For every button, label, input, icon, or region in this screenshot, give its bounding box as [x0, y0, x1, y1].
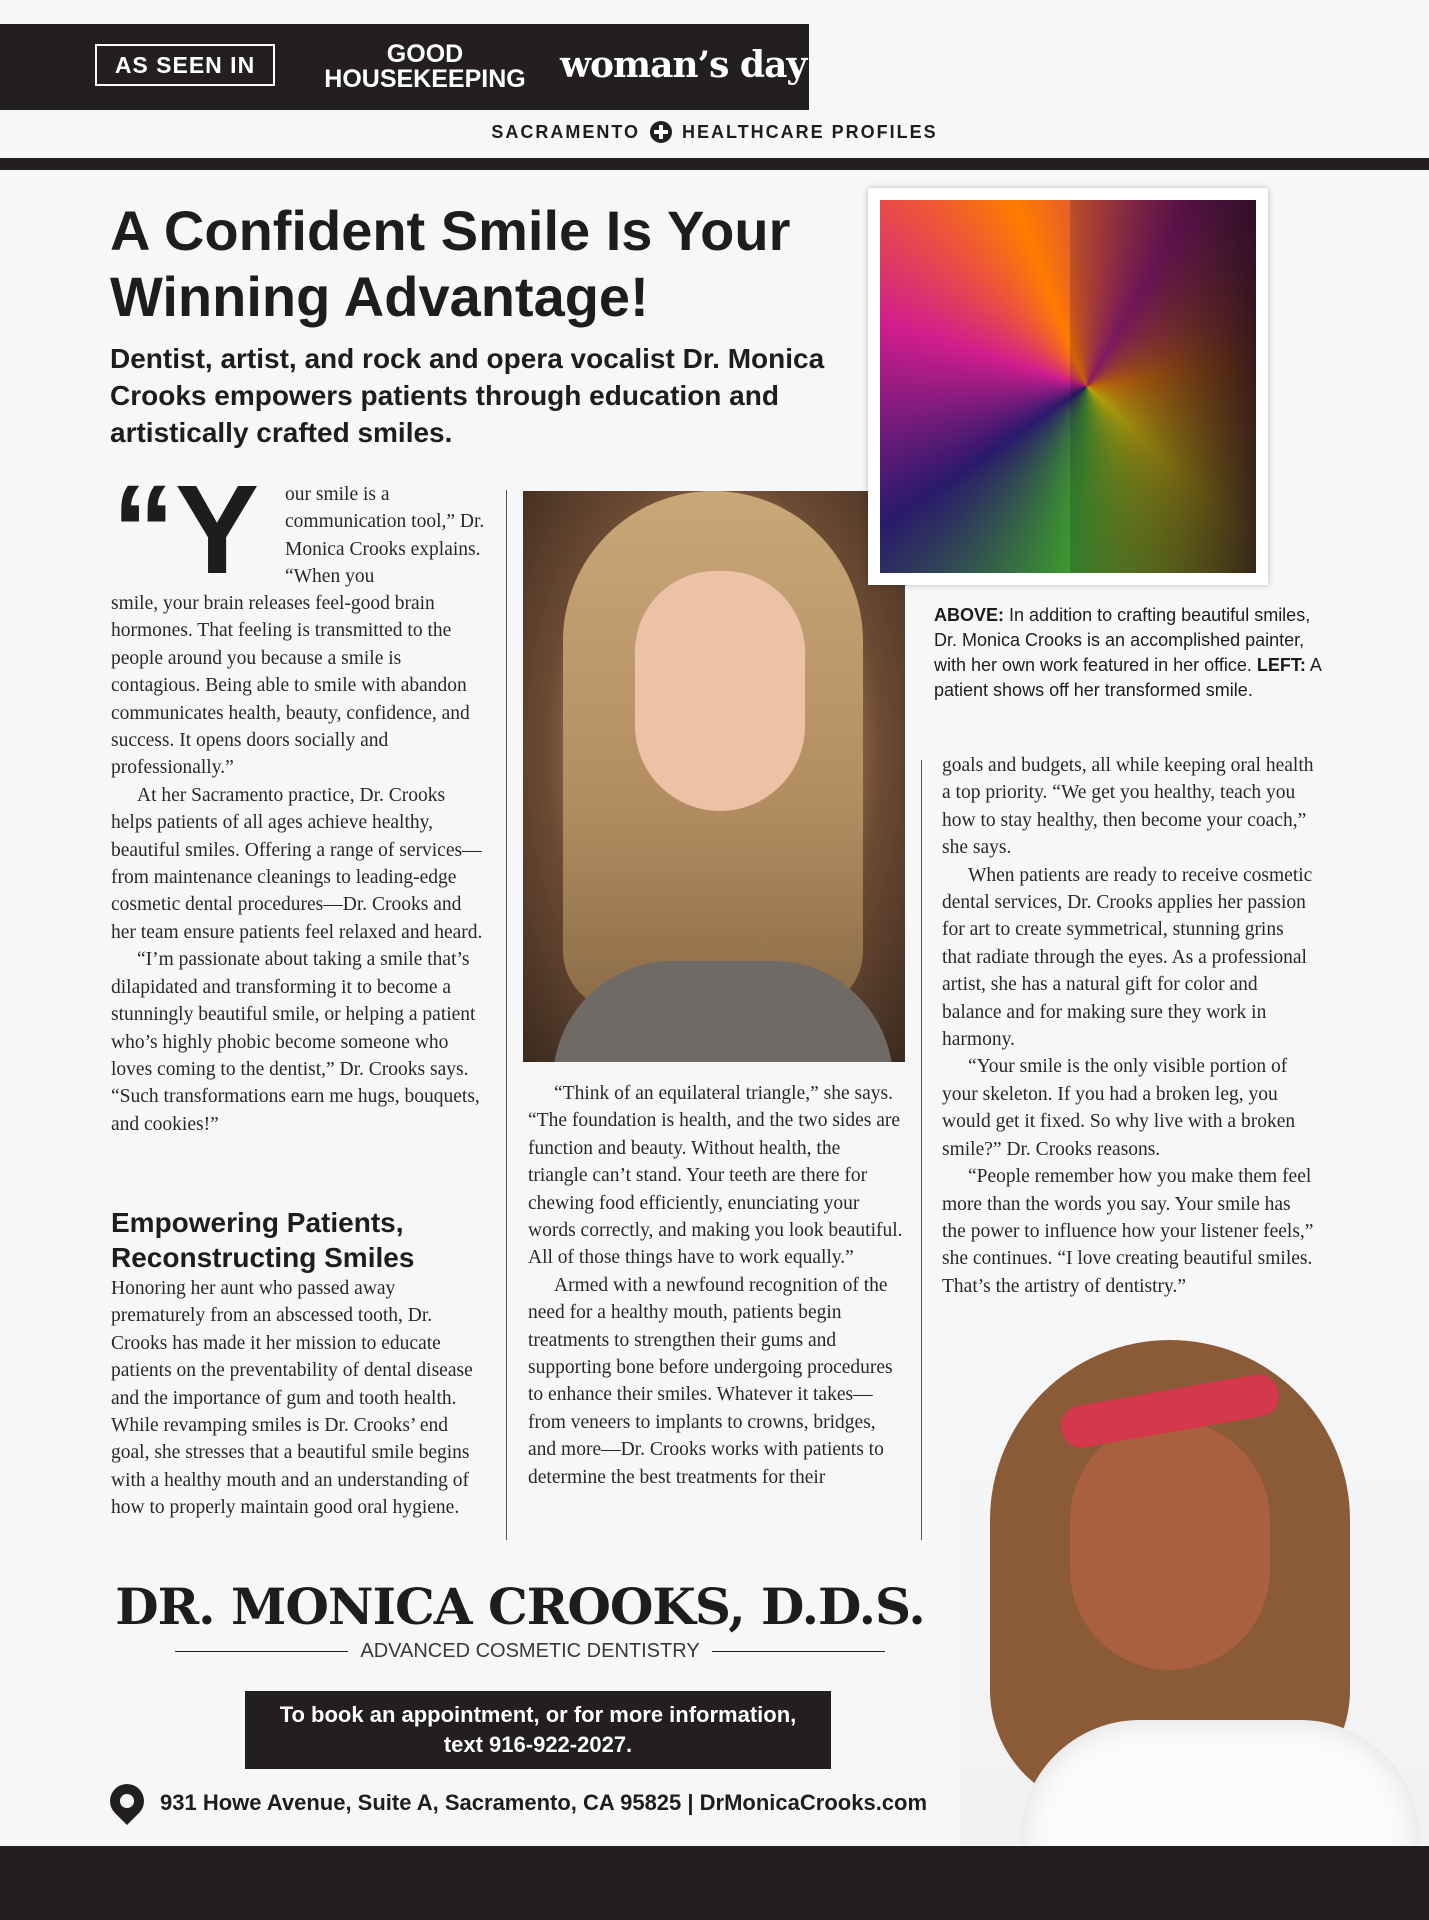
header-rule — [0, 158, 1429, 170]
good-housekeeping-logo — [300, 42, 550, 92]
logo-good: GOOD — [386, 40, 464, 68]
patient-smile-photo — [960, 1300, 1429, 1845]
paragraph: When patients are ready to receive cosmetic dental services, Dr. Crooks applies her passion for art to create symmetrical, stunning grins that radiate through the eyes. As a professional artist, she has a natural gift for color and balance and for making sure they work in harmony. — [942, 864, 1313, 1051]
paragraph: “I’m passionate about taking a smile that’s dilapidated and transforming it to become a stunningly beautiful smile, or helping a patient who’s highly phobic become someone who loves coming to the dentist,” Dr. Crooks says. “Such transformations earn me hugs, bouquets, and cookies!” — [111, 949, 480, 1135]
article-headline: A Confident Smile Is Your Winning Advantage! — [110, 199, 791, 328]
paragraph: “Your smile is the only visible portion of your skeleton. If you had a broken leg, you would get it fixed. So why live with a broken smile?” Dr. Crooks reasons. — [942, 1056, 1296, 1160]
practice-address: 931 Howe Avenue, Suite A, Sacramento, CA 95825 | DrMonicaCrooks.com — [160, 1790, 928, 1815]
womans-day-logo: woman’s day — [560, 44, 807, 86]
paragraph: “Think of an equilateral triangle,” she says. “The foundation is health, and the two sides are function and beauty. Without health, the triangle can’t stand. Your teeth are there for chewing food efficiently, enunciating your words correctly, and making you look beautiful. All of those things have to work equally.” — [528, 1083, 903, 1269]
footer-bar — [0, 1846, 1429, 1920]
painting-image — [880, 200, 1256, 573]
paragraph: “People remember how you make them feel more than the words you say. Your smile has the power to influence how your listener feels,” she continues. “I love creating beautiful smiles. That’s the artistry of dentistry.” — [942, 1166, 1314, 1297]
section-city: SACRAMENTO — [491, 121, 640, 142]
plus-cross-icon — [650, 121, 672, 143]
intro-text: our smile is a communication tool,” Dr. Monica Crooks explains. “When you — [285, 484, 485, 588]
paragraph: smile, your brain releases feel-good brain hormones. That feeling is transmitted to the people around you because a smile is contagious. Being able to smile with abandon communicates health, beauty, confidence, and success. It opens doors socially and professionally.” — [111, 593, 470, 779]
section-name: HEALTHCARE PROFILES — [682, 121, 938, 142]
section-label — [0, 118, 1429, 146]
column-2-text — [528, 1080, 903, 1491]
as-seen-in-badge: AS SEEN IN — [95, 44, 275, 86]
paragraph: Honoring her aunt who passed away prematurely from an abscessed tooth, Dr. Crooks has made it her mission to educate patients on the preventability of dental disease and the importance of gum and tooth health. While revamping smiles is Dr. Crooks’ end goal, she stresses that a beautiful smile begins with a healthy mouth and an understanding of how to properly maintain good oral hygiene. — [111, 1278, 473, 1519]
dr-crooks-portrait-photo — [523, 491, 905, 1062]
logo-housekeeping: HOUSEKEEPING — [324, 65, 526, 93]
section-subhead: Empowering Patients, Reconstructing Smiles — [111, 1207, 415, 1273]
paragraph: goals and budgets, all while keeping oral health a top priority. “We get you healthy, teach you how to stay healthy, then become your coach,” she says. — [942, 755, 1314, 859]
drop-cap: “Y — [112, 459, 260, 600]
location-pin-icon — [103, 1777, 151, 1825]
practice-name: DR. MONICA CROOKS, D.D.S. — [115, 1577, 925, 1636]
column-divider — [506, 490, 507, 1540]
column-3-text — [942, 752, 1317, 1300]
article-deck: Dentist, artist, and rock and opera vocalist Dr. Monica Crooks empowers patients through education and artistically crafted smiles. — [110, 343, 825, 448]
practice-tagline: ADVANCED COSMETIC DENTISTRY — [175, 1640, 885, 1663]
photo-caption: ABOVE: In addition to crafting beautiful smiles, Dr. Monica Crooks is an accomplished painter, with her own work featured in her office. LEFT: A patient shows off her transformed smile. — [934, 605, 1321, 700]
column-1-text — [111, 590, 486, 1138]
appointment-cta: To book an appointment, or for more information, text 916-922-2027. — [245, 1691, 831, 1769]
paragraph: Armed with a newfound recognition of the need for a healthy mouth, patients begin treatments to strengthen their gums and supporting bone before undergoing procedures to enhance their smiles. Whatever it takes—from veneers to implants to crowns, bridges, and more—Dr. Crooks works with patients to determine the best treatments for their — [528, 1274, 893, 1488]
paragraph: At her Sacramento practice, Dr. Crooks helps patients of all ages achieve healthy, beautiful smiles. Offering a range of services—from maintenance cleanings to leading-edge cosmetic dental procedures—Dr. Crooks and her team ensure patients feel relaxed and heard. — [111, 784, 483, 943]
column-divider — [921, 760, 922, 1540]
column-1-continued — [111, 1275, 486, 1522]
